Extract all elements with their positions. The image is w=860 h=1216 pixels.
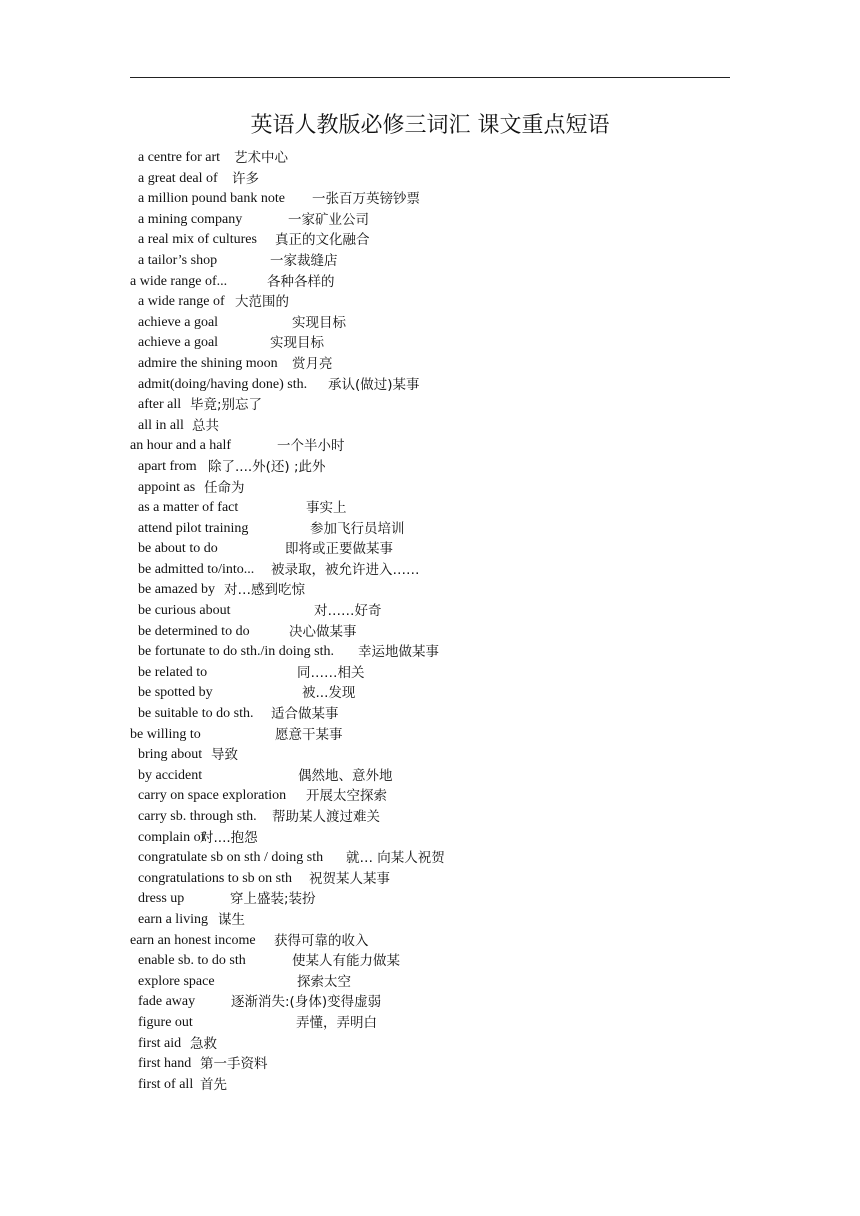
phrase-english: be willing to xyxy=(130,726,201,742)
phrase-english: be curious about xyxy=(138,603,231,619)
phrase-chinese: 被...发现 xyxy=(302,685,356,702)
phrase-entry xyxy=(0,416,860,437)
phrase-entry xyxy=(0,725,860,746)
phrase-chinese: 一家矿业公司 xyxy=(288,211,369,228)
phrase-entry xyxy=(0,230,860,251)
phrase-entry xyxy=(0,148,860,169)
phrase-english: admire the shining moon xyxy=(138,355,278,371)
phrase-entry xyxy=(0,910,860,931)
phrase-chinese: 祝贺某人某事 xyxy=(309,870,390,887)
phrase-english: first aid xyxy=(138,1035,182,1051)
phrase-entry xyxy=(0,478,860,499)
phrase-english: a mining company xyxy=(138,211,243,227)
phrase-entry xyxy=(0,395,860,416)
phrase-entry xyxy=(0,869,860,890)
phrase-english: attend pilot training xyxy=(138,520,249,536)
phrase-chinese: 第一手资料 xyxy=(200,1056,268,1073)
phrase-chinese: 决心做某事 xyxy=(289,623,357,640)
phrase-english: achieve a goal xyxy=(138,335,219,351)
phrase-chinese: 探索太空 xyxy=(297,973,351,990)
phrase-english: figure out xyxy=(138,1014,193,1030)
phrase-english: a real mix of cultures xyxy=(138,232,257,248)
phrase-entry xyxy=(0,786,860,807)
phrase-entry xyxy=(0,1013,860,1034)
phrase-chinese: 急救 xyxy=(190,1035,217,1052)
phrase-entry xyxy=(0,992,860,1013)
phrase-chinese: 对……好奇 xyxy=(314,603,382,620)
phrase-english: after all xyxy=(138,397,182,413)
phrase-entry xyxy=(0,931,860,952)
phrase-entry xyxy=(0,807,860,828)
phrase-english: a tailor’s shop xyxy=(138,252,218,268)
phrase-chinese: 对…感到吃惊 xyxy=(224,582,305,599)
phrase-chinese: 一个半小时 xyxy=(277,438,345,455)
phrase-chinese: 穿上盛装;装扮 xyxy=(230,891,316,908)
phrase-chinese: 除了....外(还) ;此外 xyxy=(208,458,326,475)
phrase-english: earn a living xyxy=(138,911,208,927)
phrase-chinese: 参加飞行员培训 xyxy=(310,520,405,537)
phrase-chinese: 同……相关 xyxy=(297,664,365,681)
phrase-english: a centre for art xyxy=(138,150,220,165)
phrase-entry xyxy=(0,745,860,766)
phrase-chinese: 任命为 xyxy=(204,479,245,496)
phrase-entry xyxy=(0,642,860,663)
phrase-english: achieve a goal xyxy=(138,314,219,330)
phrase-english: congratulate sb on sth / doing sth xyxy=(138,850,324,866)
phrase-entry xyxy=(0,251,860,272)
phrase-english: be spotted by xyxy=(138,685,213,701)
phrase-entry xyxy=(0,766,860,787)
phrase-entry xyxy=(0,848,860,869)
phrase-chinese: 大范围的 xyxy=(235,294,289,311)
phrase-entry xyxy=(0,539,860,560)
phrase-entry xyxy=(0,189,860,210)
phrase-entry xyxy=(0,622,860,643)
phrase-chinese: 赏月亮 xyxy=(292,355,333,372)
phrase-chinese: 愿意干某事 xyxy=(275,726,343,743)
phrase-english: be about to do xyxy=(138,541,218,557)
phrase-chinese: 被录取，被允许进入…… xyxy=(271,561,420,578)
phrase-chinese: 逐渐消失:(身体)变得虚弱 xyxy=(231,994,382,1011)
phrase-chinese: 艺术中心 xyxy=(234,150,288,166)
phrase-entry xyxy=(0,972,860,993)
phrase-entry xyxy=(0,313,860,334)
phrase-english: first hand xyxy=(138,1056,192,1072)
phrase-english: an hour and a half xyxy=(130,438,232,454)
phrase-entry xyxy=(0,1034,860,1055)
phrase-english: a wide range of... xyxy=(130,273,228,289)
phrase-english: a million pound bank note xyxy=(138,191,285,207)
phrase-entry xyxy=(0,498,860,519)
phrase-entry xyxy=(0,375,860,396)
phrase-english: admit(doing/having done) sth. xyxy=(138,376,308,392)
phrase-english: fade away xyxy=(138,994,196,1010)
phrase-english: a wide range of xyxy=(138,294,225,310)
phrase-english: be related to xyxy=(138,664,208,680)
header-rule xyxy=(130,77,730,78)
phrase-english: dress up xyxy=(138,891,185,907)
phrase-english: appoint as xyxy=(138,479,196,495)
phrase-chinese: 首先 xyxy=(200,1076,227,1093)
phrase-chinese: 总共 xyxy=(192,417,219,434)
phrase-english: all in all xyxy=(138,417,184,433)
phrase-chinese: 事实上 xyxy=(306,500,347,517)
phrase-entry xyxy=(0,889,860,910)
phrase-chinese: 许多 xyxy=(232,170,259,187)
phrase-entry xyxy=(0,1054,860,1075)
phrase-english: be suitable to do sth. xyxy=(138,706,254,722)
phrase-chinese: 即将或正要做某事 xyxy=(285,541,393,558)
phrase-english: earn an honest income xyxy=(130,932,256,948)
phrase-chinese: 实现目标 xyxy=(270,335,324,352)
phrase-english: a great deal of xyxy=(138,170,218,186)
phrase-entry xyxy=(0,951,860,972)
phrase-english: apart from xyxy=(138,458,197,474)
phrase-chinese: 各种各样的 xyxy=(267,273,335,290)
phrase-entry xyxy=(0,519,860,540)
phrase-chinese: 就… 向某人祝贺 xyxy=(346,850,445,867)
phrase-entry xyxy=(0,169,860,190)
phrase-english: carry sb. through sth. xyxy=(138,809,257,824)
phrase-chinese: 获得可靠的收入 xyxy=(274,932,369,949)
phrase-chinese: 一家裁缝店 xyxy=(270,252,338,269)
phrase-entry xyxy=(0,210,860,231)
phrase-chinese: 开展太空探索 xyxy=(306,788,387,805)
phrase-english: be determined to do xyxy=(138,623,250,639)
phrase-english: complain of xyxy=(138,829,206,845)
phrase-entry xyxy=(0,354,860,375)
phrase-english: bring about xyxy=(138,747,203,763)
phrase-chinese: 承认(做过)某事 xyxy=(328,376,420,393)
phrase-entry xyxy=(0,436,860,457)
phrase-entry xyxy=(0,272,860,293)
phrase-english: as a matter of fact xyxy=(138,500,239,516)
phrase-entry xyxy=(0,601,860,622)
phrase-list xyxy=(0,148,860,1095)
document-title: 英语人教版必修三词汇 课文重点短语 xyxy=(250,113,610,138)
phrase-entry xyxy=(0,1075,860,1096)
phrase-english: enable sb. to do sth xyxy=(138,953,246,969)
phrase-english: be amazed by xyxy=(138,582,215,598)
phrase-chinese: 适合做某事 xyxy=(271,706,339,723)
phrase-entry xyxy=(0,292,860,313)
phrase-chinese: 真正的文化融合 xyxy=(275,232,370,249)
phrase-entry xyxy=(0,663,860,684)
phrase-english: carry on space exploration xyxy=(138,788,287,804)
phrase-entry xyxy=(0,333,860,354)
phrase-english: be admitted to/into... xyxy=(138,561,255,577)
phrase-chinese: 幸运地做某事 xyxy=(358,644,439,661)
phrase-entry xyxy=(0,704,860,725)
phrase-chinese: 弄懂，弄明白 xyxy=(296,1014,377,1031)
phrase-entry xyxy=(0,580,860,601)
phrase-english: by accident xyxy=(138,767,203,783)
phrase-chinese: 对....抱怨 xyxy=(200,829,258,846)
phrase-entry xyxy=(0,457,860,478)
phrase-chinese: 帮助某人渡过难关 xyxy=(272,809,380,825)
phrase-entry xyxy=(0,560,860,581)
phrase-chinese: 实现目标 xyxy=(292,314,346,331)
phrase-chinese: 毕竟;别忘了 xyxy=(190,397,263,414)
phrase-english: explore space xyxy=(138,973,215,989)
phrase-english: be fortunate to do sth./in doing sth. xyxy=(138,644,334,660)
phrase-english: congratulations to sb on sth xyxy=(138,870,292,886)
phrase-english: first of all xyxy=(138,1076,194,1092)
phrase-entry xyxy=(0,683,860,704)
phrase-entry xyxy=(0,828,860,849)
phrase-chinese: 偶然地、意外地 xyxy=(298,767,393,784)
phrase-chinese: 谋生 xyxy=(218,911,245,928)
phrase-chinese: 导致 xyxy=(211,747,238,764)
phrase-chinese: 使某人有能力做某 xyxy=(292,953,400,970)
phrase-chinese: 一张百万英镑钞票 xyxy=(312,191,420,208)
